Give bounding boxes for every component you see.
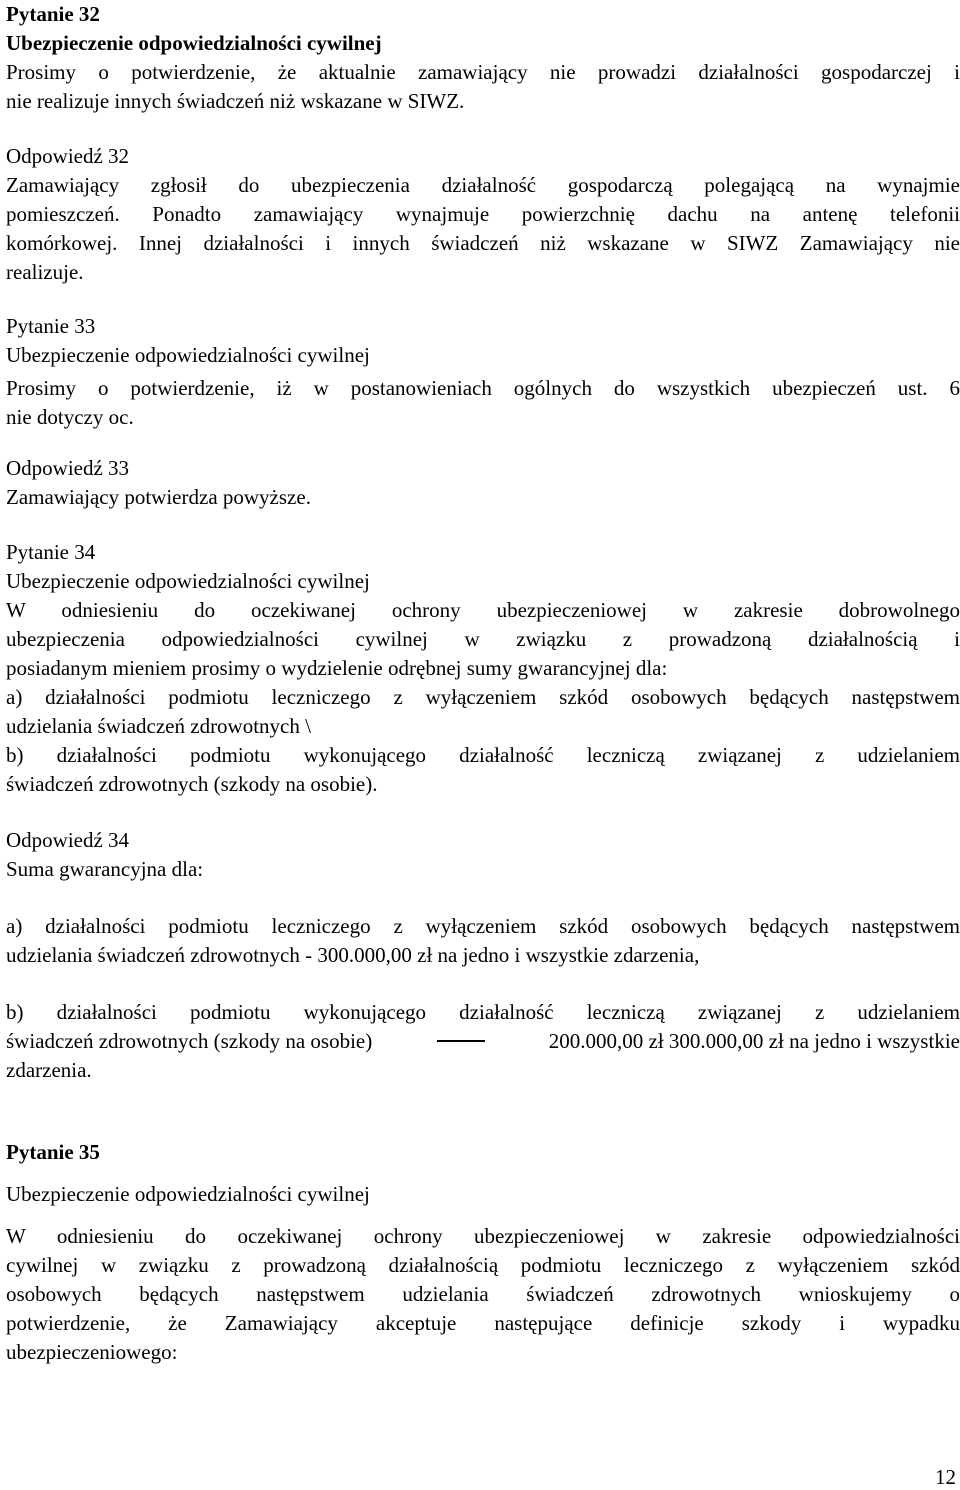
text-line: W odniesieniu do oczekiwanej ochrony ubezpieczeniowej w zakresie dobrowolnego xyxy=(6,598,960,622)
text-line: Prosimy o potwierdzenie, że aktualnie zamawiający nie prowadzi działalności gospodarczej i xyxy=(6,60,960,84)
question-32 xyxy=(6,0,960,116)
text-line: ubezpieczeniowego: xyxy=(6,1340,178,1364)
question-33 xyxy=(6,312,960,432)
text-line: ubezpieczenia odpowiedzialności cywilnej w związku z prowadzoną działalnością i xyxy=(6,627,960,651)
text-line: komórkowej. Innej działalności i innych świadczeń niż wskazane w SIWZ Zamawiający nie xyxy=(6,231,960,255)
text-line: udzielania świadczeń zdrowotnych - 300.000,00 zł na jedno i wszystkie zdarzenia, xyxy=(6,943,700,967)
text-line: Zamawiający potwierdza powyższe. xyxy=(6,485,311,509)
text-line: świadczeń zdrowotnych (szkody na osobie). xyxy=(6,772,378,796)
question-heading: Pytanie 35 xyxy=(6,1140,100,1164)
answer-34-item-b xyxy=(6,998,960,1085)
text-line: W odniesieniu do oczekiwanej ochrony ubezpieczeniowej w zakresie odpowiedzialności xyxy=(6,1224,960,1248)
answer-34-item-a xyxy=(6,912,960,970)
dash-separator xyxy=(437,1027,485,1042)
question-heading: Pytanie 32 xyxy=(6,2,100,26)
text-line: posiadanym mieniem prosimy o wydzielenie odrębnej sumy gwarancyjnej dla: xyxy=(6,656,668,680)
answer-heading: Odpowiedź 32 xyxy=(6,144,130,168)
answer-heading: Odpowiedź 33 xyxy=(6,456,130,480)
text-line: cywilnej w związku z prowadzoną działalnością podmiotu leczniczego z wyłączeniem szkód xyxy=(6,1253,960,1277)
text-line xyxy=(6,1027,960,1056)
question-heading: Pytanie 33 xyxy=(6,314,96,338)
text-line: nie dotyczy oc. xyxy=(6,405,134,429)
text-line: zdarzenia. xyxy=(6,1058,92,1082)
question-topic: Ubezpieczenie odpowiedzialności cywilnej xyxy=(6,1182,370,1206)
text-line: b) działalności podmiotu wykonującego działalność leczniczą związanej z udzielaniem xyxy=(6,1000,960,1024)
text-line: potwierdzenie, że Zamawiający akceptuje następujące definicje szkody i wypadku xyxy=(6,1311,960,1335)
question-topic: Ubezpieczenie odpowiedzialności cywilnej xyxy=(6,343,370,367)
question-topic: Ubezpieczenie odpowiedzialności cywilnej xyxy=(6,31,382,55)
text-line: Zamawiający zgłosił do ubezpieczenia działalność gospodarczą polegającą na wynajmie xyxy=(6,173,960,197)
text-line: pomieszczeń. Ponadto zamawiający wynajmuje powierzchnię dachu na antenę telefonii xyxy=(6,202,960,226)
text-line: b) działalności podmiotu wykonującego działalność leczniczą związanej z udzielaniem xyxy=(6,743,960,767)
text-line: a) działalności podmiotu leczniczego z wyłączeniem szkód osobowych będących następstwem xyxy=(6,914,960,938)
question-35 xyxy=(6,1138,960,1367)
answer-32 xyxy=(6,142,960,287)
text-line: Suma gwarancyjna dla: xyxy=(6,857,204,881)
question-heading: Pytanie 34 xyxy=(6,540,96,564)
answer-heading: Odpowiedź 34 xyxy=(6,828,130,852)
question-34 xyxy=(6,538,960,799)
text-line: realizuje. xyxy=(6,260,84,284)
text-fragment: 200.000,00 zł 300.000,00 zł na jedno i wszystkie xyxy=(548,1029,960,1053)
text-line: a) działalności podmiotu leczniczego z wyłączeniem szkód osobowych będących następstwem xyxy=(6,685,960,709)
text-line: nie realizuje innych świadczeń niż wskazane w SIWZ. xyxy=(6,89,465,113)
page-number: 12 xyxy=(935,1465,956,1489)
text-line: Prosimy o potwierdzenie, iż w postanowieniach ogólnych do wszystkich ubezpieczeń ust. 6 xyxy=(6,376,960,400)
answer-33 xyxy=(6,454,960,512)
text-fragment: świadczeń zdrowotnych (szkody na osobie) xyxy=(6,1029,373,1053)
text-line: osobowych będących następstwem udzielania świadczeń zdrowotnych wnioskujemy o xyxy=(6,1282,960,1306)
text-line: udzielania świadczeń zdrowotnych \ xyxy=(6,714,311,738)
answer-34 xyxy=(6,826,960,884)
question-topic: Ubezpieczenie odpowiedzialności cywilnej xyxy=(6,569,370,593)
